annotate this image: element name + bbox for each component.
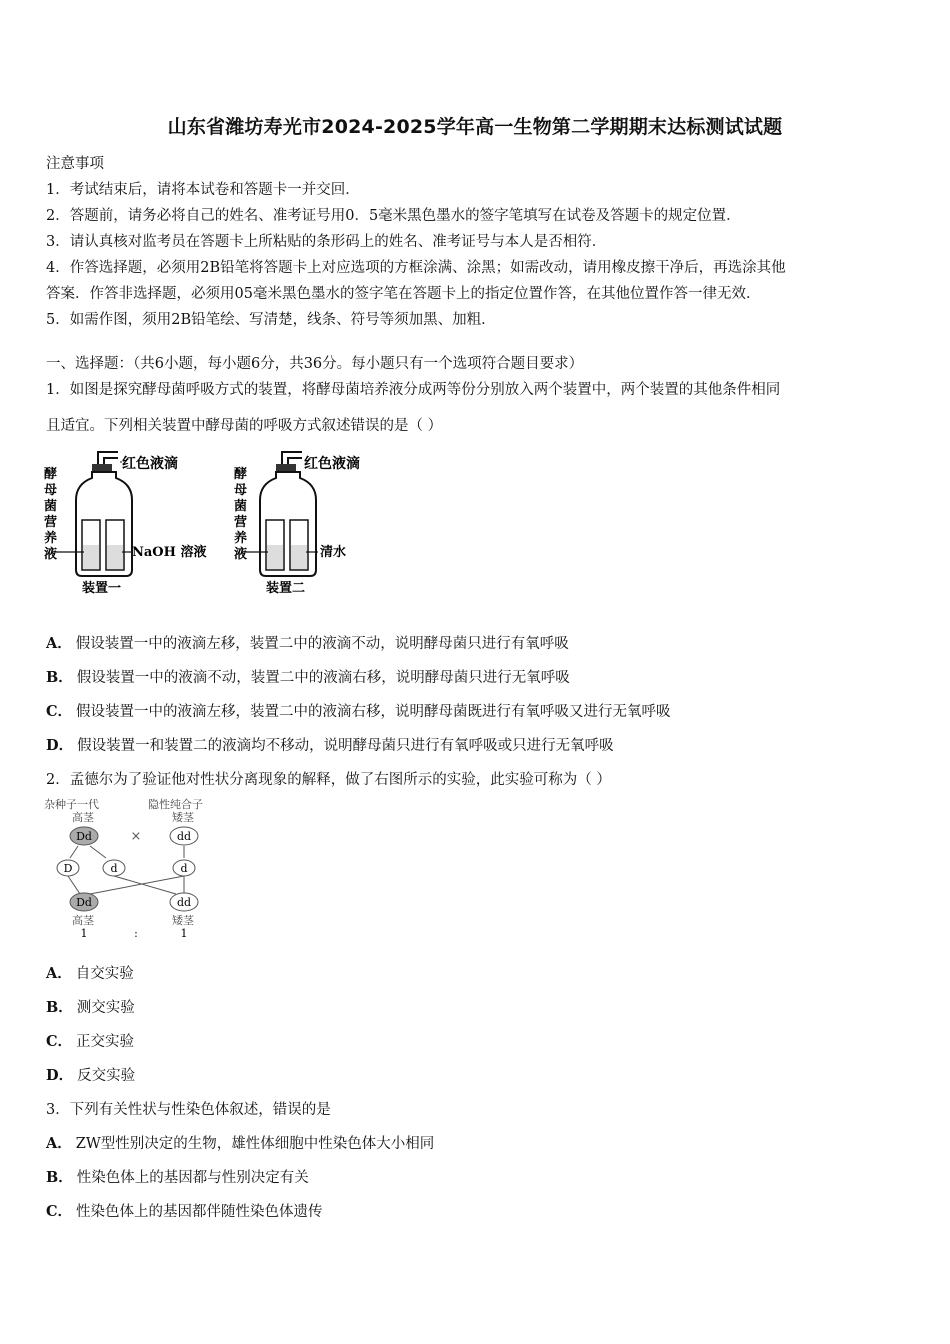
ratio-left: 1 xyxy=(80,927,88,940)
side-label-char: 营 xyxy=(234,515,248,530)
section-heading: 一、选择题：（共6小题，每小题6分，共36分。每小题只有一个选项符合题目要求） xyxy=(46,356,584,372)
q3-option-a[interactable]: A． ZW型性别决定的生物，雄性体细胞中性染色体大小相同 xyxy=(46,1135,435,1152)
solution-label: 清水 xyxy=(320,545,347,560)
notice-item: 答案．作答非选择题，必须用05毫米黑色墨水的签字笔在答题卡上的指定位置作答，在其他位置作答一律无效． xyxy=(46,286,761,302)
caption: 装置一 xyxy=(82,581,122,596)
offspring-right-label: dd xyxy=(176,896,192,909)
side-label-char: 菌 xyxy=(234,499,248,514)
q1-option-b[interactable]: B． 假设装置一中的液滴不动，装置二中的液滴右移，说明酵母菌只进行无氧呼吸 xyxy=(46,669,570,686)
side-label-char: 母 xyxy=(44,483,58,498)
notice-item: 2．答题前，请务必将自己的姓名、准考证号用0．5毫米黑色墨水的签字笔填写在试卷及答题卡的规定位置． xyxy=(46,208,741,224)
side-label-char: 液 xyxy=(234,547,248,562)
q3-option-b[interactable]: B． 性染色体上的基因都与性别决定有关 xyxy=(46,1169,309,1186)
cross-symbol: × xyxy=(130,829,142,844)
respiration-apparatus-figure xyxy=(40,440,380,600)
parent-right-label: dd xyxy=(176,830,192,843)
notice-heading: 注意事项 xyxy=(46,156,104,172)
side-label-char: 母 xyxy=(234,483,248,498)
drop-label: 红色液滴 xyxy=(304,456,360,472)
stopper xyxy=(276,464,296,472)
side-label-char: 酵 xyxy=(234,467,248,482)
caption: 装置二 xyxy=(266,581,306,596)
q2-option-b[interactable]: B． 测交实验 xyxy=(46,999,135,1016)
drop-label: 红色液滴 xyxy=(122,456,178,472)
gamete-label: d xyxy=(110,862,118,875)
ratio-right: 1 xyxy=(180,927,188,940)
stopper xyxy=(92,464,112,472)
header-right: 隐性纯合子 xyxy=(148,798,203,811)
q1-option-d[interactable]: D． 假设装置一和装置二的液滴均不移动，说明酵母菌只进行有氧呼吸或只进行无氧呼吸 xyxy=(46,737,614,754)
device-two xyxy=(234,452,360,596)
q2-option-d[interactable]: D． 反交实验 xyxy=(46,1067,136,1084)
side-label-char: 菌 xyxy=(44,499,58,514)
parent-left-label: Dd xyxy=(76,830,92,843)
header-left: 杂种子一代 xyxy=(44,798,99,811)
notice-item: 5．如需作图，须用2B铅笔绘、写清楚，线条、符号等须加黑、加粗． xyxy=(46,312,496,328)
ratio-sep: : xyxy=(134,927,138,940)
gamete-label: d xyxy=(180,862,188,875)
tall-label: 高茎 xyxy=(72,914,94,927)
notice-item: 3．请认真核对监考员在答题卡上所粘贴的条形码上的姓名、准考证号与本人是否相符． xyxy=(46,234,607,250)
short-label: 矮茎 xyxy=(172,914,194,927)
q1-option-a[interactable]: A． 假设装置一中的液滴左移，装置二中的液滴不动，说明酵母菌只进行有氧呼吸 xyxy=(46,635,569,652)
q2-stem: 2．孟德尔为了验证他对性状分离现象的解释，做了右图所示的实验，此实验可称为（ ） xyxy=(46,772,611,788)
notice-item: 4．作答选择题，必须用2B铅笔将答题卡上对应选项的方框涂满、涂黑；如需改动，请用橡皮擦干净后，再选涂其他 xyxy=(46,260,786,276)
side-label-char: 液 xyxy=(44,547,58,562)
side-label-char: 养 xyxy=(234,531,248,546)
q3-stem: 3．下列有关性状与性染色体叙述，错误的是 xyxy=(46,1102,331,1118)
notice-item: 1．考试结束后，请将本试卷和答题卡一并交回． xyxy=(46,182,360,198)
side-label-char: 酵 xyxy=(44,467,58,482)
q2-option-a[interactable]: A． 自交实验 xyxy=(46,965,134,982)
q1-option-c[interactable]: C． 假设装置一中的液滴左移，装置二中的液滴右移，说明酵母菌既进行有氧呼吸又进行无氧呼吸 xyxy=(46,703,671,720)
page-title: 山东省潍坊寿光市2024-2025学年高一生物第二学期期末达标测试试题 xyxy=(167,116,783,138)
q3-option-c[interactable]: C． 性染色体上的基因都伴随性染色体遗传 xyxy=(46,1203,323,1220)
offspring-left-label: Dd xyxy=(76,896,92,909)
side-label-char: 营 xyxy=(44,515,58,530)
short-label: 矮茎 xyxy=(172,811,194,824)
q1-stem: 1．如图是探究酵母菌呼吸方式的装置，将酵母菌培养液分成两等份分别放入两个装置中，两个装置的其他条件相同 xyxy=(46,382,781,398)
q2-option-c[interactable]: C． 正交实验 xyxy=(46,1033,135,1050)
q1-stem: 且适宜。下列相关装置中酵母菌的呼吸方式叙述错误的是（ ） xyxy=(46,418,443,434)
gamete-label: D xyxy=(63,862,73,875)
solution-label: NaOH 溶液 xyxy=(132,545,207,560)
test-cross-diagram xyxy=(44,796,230,940)
side-label-char: 养 xyxy=(44,531,58,546)
device-one xyxy=(44,452,206,596)
tall-label: 高茎 xyxy=(72,811,94,824)
